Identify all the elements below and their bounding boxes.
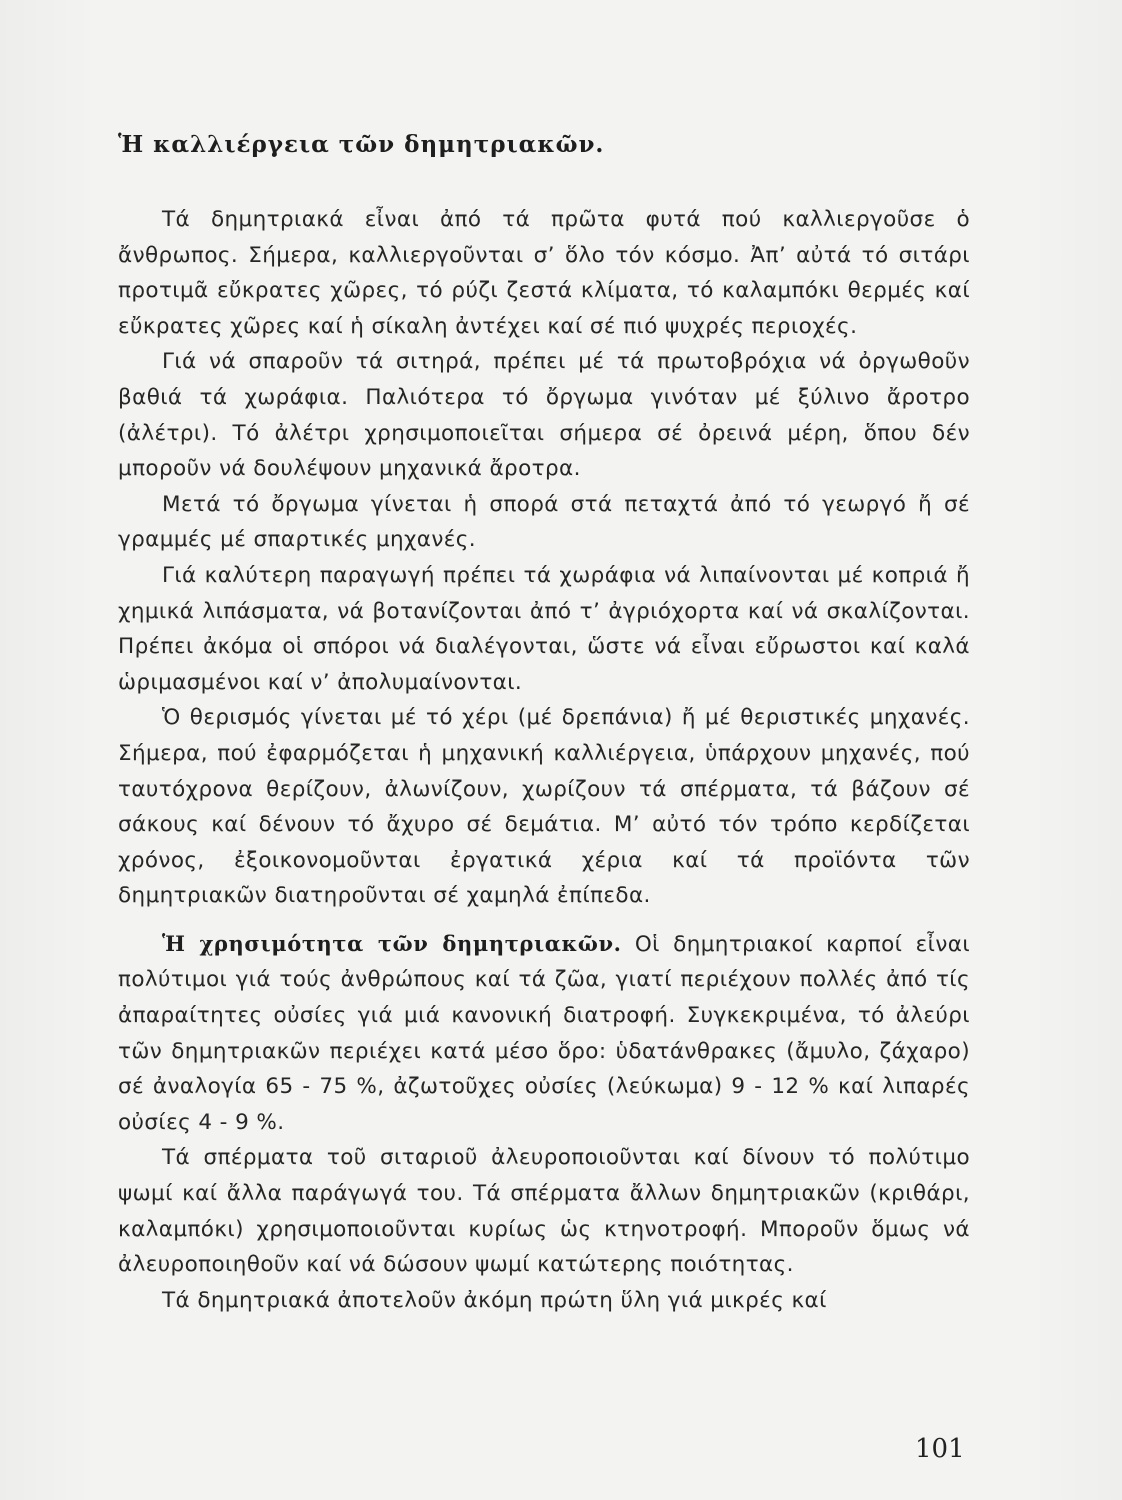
paragraph-usefulness-text: Οἱ δημητριακοί καρποί εἶναι πολύτιμοι γιά τούς ἀνθρώπους καί τά ζῶα, γιατί περιέχουν πολλές ἀπό τίς ἀπαραίτητες οὐσίες γιά μιά κανονική διατροφή. Συγκεκριμένα, τό ἀλεύρι τῶν δημητριακῶν περιέχει κατά μέσο ὅρο: ὑδατάνθρακες (ἄμυλο, ζάχαρο) σέ ἀναλογία 65 - 75 %, ἀζωτοῦχες οὐσίες (λεύκωμα) 9 - 12 % καί λιπαρές οὐσίες 4 - 9 %. — [118, 931, 971, 1135]
paragraph-ploughing: Γιά νά σπαροῦν τά σιτηρά, πρέπει μέ τά πρωτοβρόχια νά ὀργωθοῦν βαθιά τά χωράφια. Παλιότερα τό ὄργωμα γινόταν μέ ξύλινο ἄροτρο (ἀλέτρι). Τό ἀλέτρι χρησιμοποιεῖται σήμερα σέ ὀρεινά μέρη, ὅπου δέν μποροῦν νά δουλέψουν μηχανικά ἄροτρα. — [118, 349, 970, 482]
page-number: 101 — [915, 1434, 965, 1464]
paragraph-harvesting: Ὁ θερισμός γίνεται μέ τό χέρι (μέ δρεπάνια) ἤ μέ θεριστικές μηχανές. Σήμερα, πού ἐφαρμόζεται ἡ μηχανική καλλιέργεια, ὑπάρχουν μηχανές, πού ταυτόχρονα θερίζουν, ἀλωνίζουν, χωρίζουν τά σπέρματα, τά βάζουν σέ σάκους καί δένουν τό ἄχυρο σέ δεμάτια. Μ’ αὐτό τόν τρόπο κερδίζεται χρόνος, ἐξοικονομοῦνται ἐργατικά χέρια καί τά προϊόντα τῶν δημητριακῶν διατηροῦνται σέ χαμηλά ἐπίπεδα. — [118, 705, 970, 909]
page-text-block — [118, 128, 970, 1318]
paragraph-raw-material: Τά δημητριακά ἀποτελοῦν ἀκόμη πρώτη ὕλη γιά μικρές καί — [162, 1287, 827, 1313]
paragraph-wheat-seeds: Τά σπέρματα τοῦ σιταριοῦ ἀλευροποιοῦνται καί δίνουν τό πολύτιμο ψωμί καί ἄλλα παράγωγά του. Τά σπέρματα ἄλλων δημητριακῶν (κριθάρι, καλαμπόκι) χρησιμοποιοῦνται κυρίως ὡς κτηνοτροφή. Μποροῦν ὅμως νά ἀλευροποιηθοῦν καί νά δώσουν ψωμί κατώτερης ποιότητας. — [118, 1145, 970, 1278]
paragraph-sowing: Μετά τό ὄργωμα γίνεται ἡ σπορά στά πεταχτά ἀπό τό γεωργό ἤ σέ γραμμές μέ σπαρτικές μηχανές. — [118, 491, 970, 553]
paragraph-usefulness — [118, 926, 970, 1141]
section-heading-usefulness: Ἡ χρησιμότητα τῶν δημητριακῶν. — [162, 930, 622, 956]
section-heading-cultivation: Ἡ καλλιέργεια τῶν δημητριακῶν. — [118, 131, 605, 158]
paragraph-fertilizing: Γιά καλύτερη παραγωγή πρέπει τά χωράφια νά λιπαίνονται μέ κοπριά ἤ χημικά λιπάσματα, νά βοτανίζονται ἀπό τ’ ἀγριόχορτα καί νά σκαλίζονται. Πρέπει ἀκόμα οἱ σπόροι νά διαλέγονται, ὥστε νά εἶναι εὔρωστοι καί καλά ὡριμασμένοι καί ν’ ἀπολυμαίνονται. — [118, 562, 970, 695]
paragraph-cultivation-intro: Τά δημητριακά εἶναι ἀπό τά πρῶτα φυτά πού καλλιεργοῦσε ὁ ἄνθρωπος. Σήμερα, καλλιεργοῦνται σ’ ὅλο τόν κόσμο. Ἀπ’ αὐτά τό σιτάρι προτιμᾶ εὔκρατες χῶρες, τό ρύζι ζεστά κλίματα, τό καλαμπόκι θερμές καί εὔκρατες χῶρες καί ἡ σίκαλη ἀντέχει καί σέ πιό ψυχρές περιοχές. — [118, 207, 970, 339]
